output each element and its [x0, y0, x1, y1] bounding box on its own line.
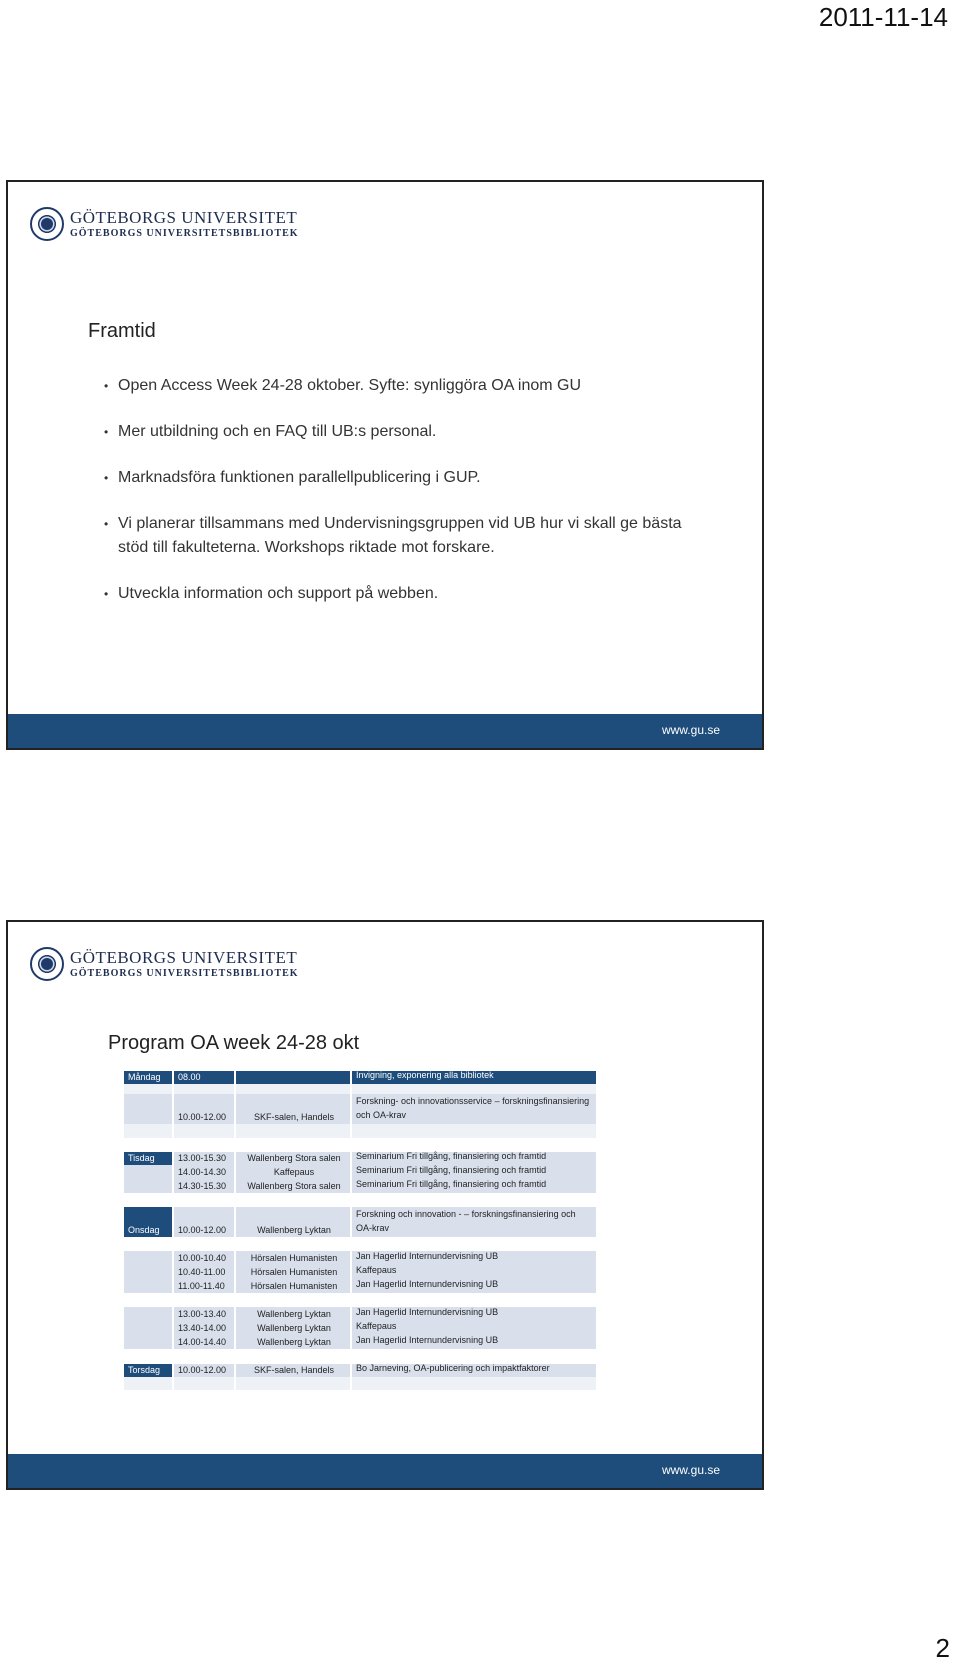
program-day	[124, 1279, 174, 1293]
program-day	[124, 1335, 174, 1349]
slide-footer-bar	[8, 714, 762, 748]
program-day: Måndag	[124, 1071, 174, 1084]
program-time: 14.00-14.30	[174, 1165, 236, 1179]
program-activity: Jan Hagerlid Internundervisning UB	[352, 1307, 596, 1321]
program-time: 13.00-15.30	[174, 1152, 236, 1165]
program-activity: Jan Hagerlid Internundervisning UB	[352, 1279, 596, 1293]
program-activity: Seminarium Fri tillgång, finansiering och framtid	[352, 1165, 596, 1179]
program-row	[124, 1279, 596, 1293]
program-activity: Jan Hagerlid Internundervisning UB	[352, 1335, 596, 1349]
program-day	[124, 1321, 174, 1335]
program-day	[124, 1165, 174, 1179]
page-number: 2	[935, 1633, 950, 1663]
university-seal-icon	[30, 207, 64, 241]
program-activity: Jan Hagerlid Internundervisning UB	[352, 1251, 596, 1265]
program-place	[236, 1071, 352, 1084]
program-place: Hörsalen Humanisten	[236, 1251, 352, 1265]
logo-university-name: GÖTEBORGS UNIVERSITET	[70, 208, 298, 227]
page-date: 2011-11-14	[818, 2, 948, 32]
program-time	[174, 1124, 236, 1138]
slide-footer-bar	[8, 1454, 762, 1488]
program-activity: Seminarium Fri tillgång, finansiering och framtid	[352, 1152, 596, 1165]
university-logo	[30, 204, 299, 244]
bullet-item: • Open Access Week 24-28 oktober. Syfte: synliggöra OA inom GU	[104, 374, 704, 398]
slide-framtid	[6, 180, 764, 750]
bullet-item: • Mer utbildning och en FAQ till UB:s personal.	[104, 420, 704, 444]
program-time	[174, 1377, 236, 1390]
program-activity: Invigning, exponering alla bibliotek	[352, 1071, 596, 1084]
bullet-item: • Vi planerar tillsammans med Undervisningsgruppen vid UB hur vi skall ge bästa stöd till fakulteterna. Workshops riktade mot forskare.	[104, 512, 704, 560]
slide-program	[6, 920, 764, 1490]
program-row	[124, 1094, 596, 1124]
program-place: SKF-salen, Handels	[236, 1094, 352, 1124]
program-day	[124, 1124, 174, 1138]
program-row	[124, 1377, 596, 1390]
program-time: 10.00-12.00	[174, 1364, 236, 1377]
program-place: SKF-salen, Handels	[236, 1364, 352, 1377]
program-row	[124, 1179, 596, 1193]
program-place	[236, 1084, 352, 1094]
bullet-item: • Utveckla information och support på webben.	[104, 582, 704, 606]
program-activity	[352, 1084, 596, 1094]
program-place: Wallenberg Stora salen	[236, 1179, 352, 1193]
program-place: Hörsalen Humanisten	[236, 1279, 352, 1293]
program-day	[124, 1094, 174, 1124]
program-time: 11.00-11.40	[174, 1279, 236, 1293]
program-time: 13.40-14.00	[174, 1321, 236, 1335]
program-activity	[352, 1377, 596, 1390]
program-row	[124, 1364, 596, 1377]
program-activity: Seminarium Fri tillgång, finansiering och framtid	[352, 1179, 596, 1193]
program-place: Hörsalen Humanisten	[236, 1265, 352, 1279]
footer-url: www.gu.se	[661, 723, 720, 737]
program-place: Wallenberg Lyktan	[236, 1207, 352, 1237]
program-row	[124, 1084, 596, 1094]
program-day	[124, 1307, 174, 1321]
program-activity: Forskning och innovation - – forskningsfinansiering och OA-krav	[352, 1207, 596, 1237]
program-day	[124, 1265, 174, 1279]
program-day	[124, 1377, 174, 1390]
program-day	[124, 1179, 174, 1193]
bullet-list	[104, 374, 704, 628]
program-place: Kaffepaus	[236, 1165, 352, 1179]
university-logo	[30, 944, 299, 984]
program-activity: Kaffepaus	[352, 1321, 596, 1335]
program-place	[236, 1377, 352, 1390]
program-place	[236, 1124, 352, 1138]
program-activity	[352, 1124, 596, 1138]
program-place: Wallenberg Lyktan	[236, 1307, 352, 1321]
program-place: Wallenberg Lyktan	[236, 1321, 352, 1335]
program-time: 10.00-10.40	[174, 1251, 236, 1265]
program-time: 14.00-14.40	[174, 1335, 236, 1349]
program-time: 10.40-11.00	[174, 1265, 236, 1279]
logo-library-name: GÖTEBORGS UNIVERSITETSBIBLIOTEK	[70, 228, 299, 239]
program-day: Torsdag	[124, 1364, 174, 1377]
program-place: Wallenberg Stora salen	[236, 1152, 352, 1165]
program-time: 08.00	[174, 1071, 236, 1084]
program-activity: Kaffepaus	[352, 1265, 596, 1279]
program-time	[174, 1084, 236, 1094]
bullet-item: • Marknadsföra funktionen parallellpublicering i GUP.	[104, 466, 704, 490]
slide-title: Program OA week 24-28 okt	[108, 1032, 360, 1054]
program-row	[124, 1071, 596, 1084]
program-time: 10.00-12.00	[174, 1094, 236, 1124]
program-activity: Forskning- och innovationsservice – forskningsfinansiering och OA-krav	[352, 1094, 596, 1124]
program-activity: Bo Jarneving, OA-publicering och impaktfaktorer	[352, 1364, 596, 1377]
slide-title: Framtid	[88, 320, 156, 342]
logo-library-name: GÖTEBORGS UNIVERSITETSBIBLIOTEK	[70, 968, 299, 979]
program-day	[124, 1251, 174, 1265]
logo-university-name: GÖTEBORGS UNIVERSITET	[70, 948, 298, 967]
program-day	[124, 1084, 174, 1094]
program-time: 10.00-12.00	[174, 1207, 236, 1237]
program-row	[124, 1207, 596, 1237]
program-day: Tisdag	[124, 1152, 174, 1165]
program-row	[124, 1124, 596, 1138]
program-place: Wallenberg Lyktan	[236, 1335, 352, 1349]
program-time: 13.00-13.40	[174, 1307, 236, 1321]
university-seal-icon	[30, 947, 64, 981]
program-time: 14.30-15.30	[174, 1179, 236, 1193]
footer-url: www.gu.se	[661, 1463, 720, 1477]
program-day: Onsdag	[124, 1207, 174, 1237]
program-row	[124, 1335, 596, 1349]
